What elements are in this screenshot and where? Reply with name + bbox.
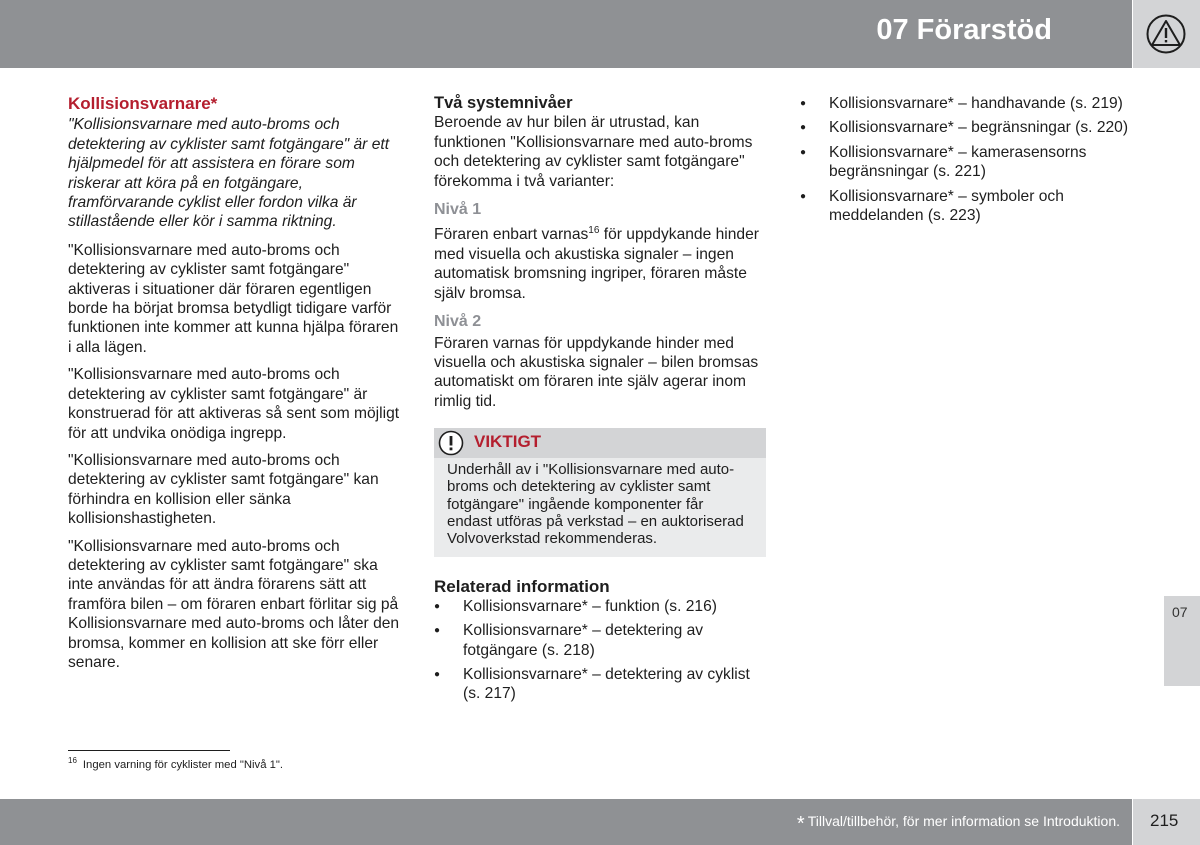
body-paragraph: "Kollisionsvarnare med auto-broms och detektering av cyklister samt fotgängare" är konstruerad för att aktiveras så sent som möjligt för att undvika onödiga ingrepp. [68,366,400,442]
related-link[interactable]: ● Kollisionsvarnare* – detektering av fotgängare (s. 218) [434,621,766,660]
level-2-text: Föraren varnas för uppdykande hinder med visuella och akustiska signaler – bilen bromsas automatiskt om föraren inte själv agerar inom rimlig tid. [434,334,759,410]
chapter-side-tab[interactable] [1164,596,1200,686]
footnote [68,756,283,771]
chapter-side-tab-label: 07 [1172,604,1188,620]
intro-paragraph: "Kollisionsvarnare med auto-broms och detektering av cyklister samt fotgängare" är ett hjälpmedel för att assistera en förare som riskerar att köra på en fotgängare, framförvarande cyklist eller fordon vilka är stillastående eller kör i samma riktning. [68,116,390,231]
level-1-text [434,221,766,303]
level-1-text-start: Föraren enbart varnas [434,226,589,244]
page-number: 215 [1150,811,1179,830]
asterisk-marker: * [796,813,805,835]
chapter-title: 07 Förarstöd [876,14,1052,46]
footnote-text: Ingen varning för cyklister med "Nivå 1". [82,758,284,771]
body-paragraph: "Kollisionsvarnare med auto-broms och detektering av cyklister samt fotgängare" kan förhindra en kollision eller sänka kollisionshastigheten. [68,451,379,528]
footer-note-text: Tillval/tillbehör, för mer information se Introduktion. [807,813,1120,829]
related-link[interactable]: ● Kollisionsvarnare* – begränsningar (s. 220) [800,118,1132,137]
system-levels-intro: Beroende av hur bilen är utrustad, kan funktionen "Kollisionsvarnare med auto-broms och detektering av cyklister samt fotgängare" förekomma i två varianter: [434,114,753,190]
level-2-heading: Nivå 2 [434,313,482,331]
footnote-reference: 16 [588,225,600,237]
footnote-divider [68,750,230,751]
warning-triangle-icon [1145,14,1187,54]
exclamation-circle-icon [438,430,464,456]
important-notice-text: Underhåll av i "Kollisionsvarnare med auto-broms och detektering av cyklister samt fotgängare" ingående komponenter får endast utföras på verkstad – en auktoriserad Volvoverkstad rekommenderas. [447,461,744,548]
column-3 [800,94,1132,230]
important-label: VIKTIGT [474,432,542,452]
header-icon-box [1133,0,1200,68]
related-info-list [434,597,766,704]
related-link[interactable]: ● Kollisionsvarnare* – kamerasensorns begränsningar (s. 221) [800,143,1132,182]
column-1 [68,94,403,680]
related-link[interactable]: ● Kollisionsvarnare* – handhavande (s. 219) [800,94,1132,113]
system-levels-heading: Två systemnivåer [434,94,573,112]
section-title: Kollisionsvarnare* [68,94,218,113]
important-notice-header [434,428,766,458]
related-info-list-continued [800,94,1132,225]
related-link[interactable]: ● Kollisionsvarnare* – funktion (s. 216) [434,597,766,616]
level-1-text-end: för uppdykande hinder med visuella och akustiska signaler – ingen automatisk bromsning ingriper, föraren måste själv bromsa. [434,226,759,302]
footnote-number: 16 [68,756,77,765]
body-paragraph: "Kollisionsvarnare med auto-broms och detektering av cyklister samt fotgängare" ska inte användas för att ändra förarens sätt att framföra bilen – om föraren enbart förlitar sig på Kollisionsvarnare med auto-broms och låter den bromsa, kommer en kollision att ske förr eller senare. [68,537,400,671]
related-link[interactable]: ● Kollisionsvarnare* – detektering av cyklist (s. 217) [434,665,766,704]
header-bar [0,0,1132,68]
related-info-heading: Relaterad information [434,577,610,597]
body-paragraph: "Kollisionsvarnare med auto-broms och detektering av cyklister samt fotgängare" aktiveras i situationer där föraren egentligen borde ha börjat bromsa betydligt tidigare varför funktionen inte kommer att kunna hjälpa föraren i alla lägen. [68,241,399,356]
column-2 [434,94,766,709]
footer-bar [0,799,1132,845]
footer-note [797,813,1120,836]
related-link[interactable]: ● Kollisionsvarnare* – symboler och meddelanden (s. 223) [800,187,1132,226]
level-1-heading: Nivå 1 [434,201,482,219]
page-number-box [1133,799,1200,845]
important-notice [434,428,766,557]
